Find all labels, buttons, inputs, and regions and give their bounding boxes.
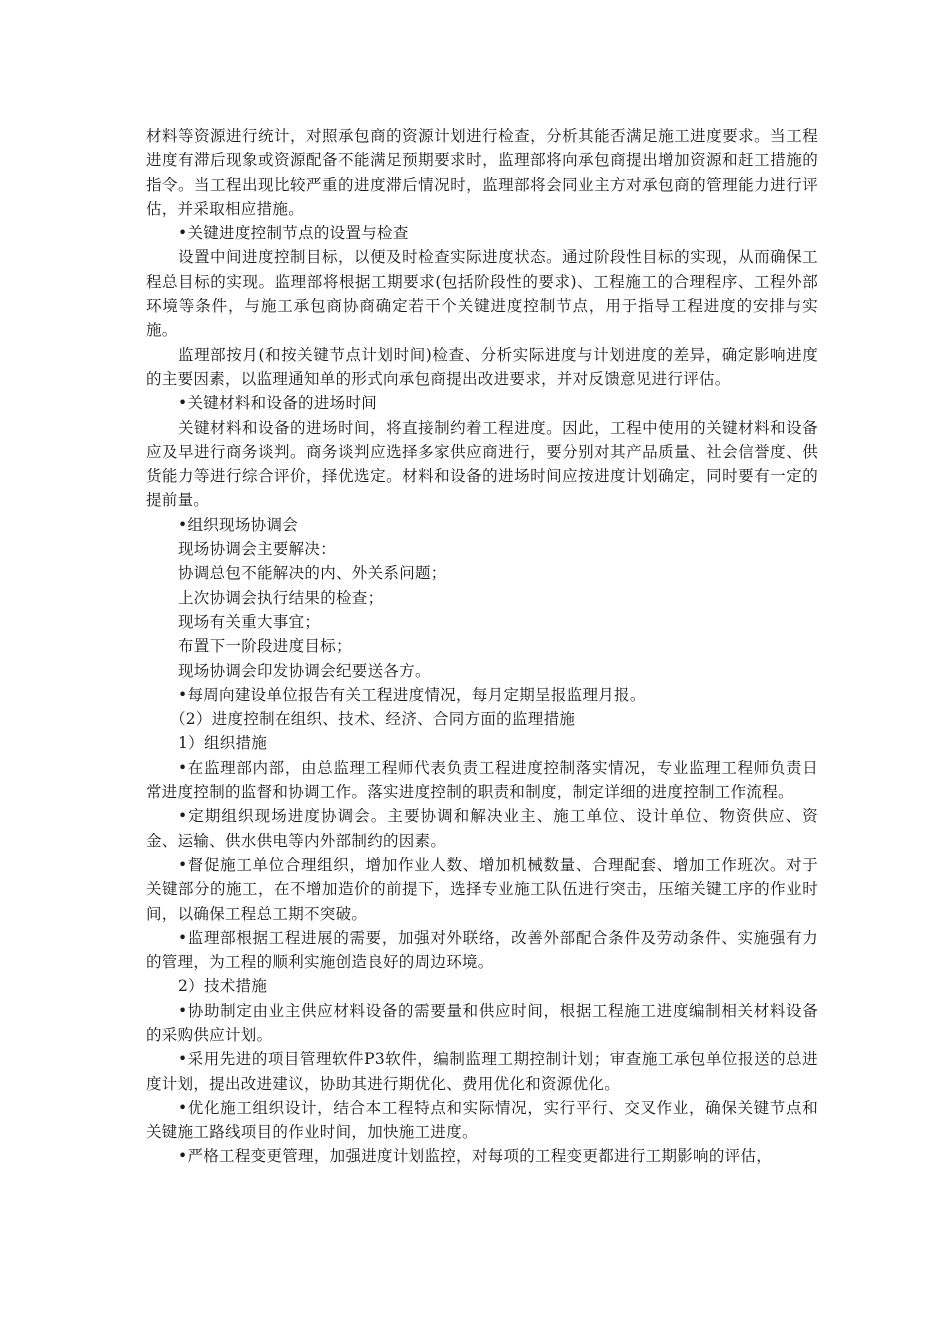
bullet-paragraph: •监理部根据工程进展的需要，加强对外联络，改善外部配合条件及劳动条件、实施强有力的管理，为工程的顺利实施创造良好的周边环境。 xyxy=(146,928,818,972)
bullet-paragraph: •优化施工组织设计，结合本工程特点和实际情况，实行平行、交叉作业，确保关键节点和关键施工路线项目的作业时间，加快施工进度。 xyxy=(146,1098,818,1142)
subsection-heading: 1）组织措施 xyxy=(178,734,268,753)
list-item: 上次协调会执行结果的检查； xyxy=(178,588,384,607)
bullet-heading: •组织现场协调会 xyxy=(178,515,299,534)
list-item: 现场协调会印发协调会纪要送各方。 xyxy=(178,661,431,680)
bullet-paragraph: •每周向建设单位报告有关工程进度情况，每月定期呈报监理月报。 xyxy=(178,685,646,704)
bullet-paragraph: •严格工程变更管理，加强进度计划监控，对每项的工程变更都进行工期影响的评估， xyxy=(178,1147,773,1166)
paragraph: 监理部按月(和按关键节点计划时间)检查、分析实际进度与计划进度的差异，确定影响进度的主要因素，以监理通知单的形式向承包商提出改进要求，并对反馈意见进行评估。 xyxy=(146,345,818,388)
bullet-paragraph: •协助制定由业主供应材料设备的需要量和供应时间，根据工程施工进度编制相关材料设备的采购供应计划。 xyxy=(146,1001,818,1044)
list-intro: 现场协调会主要解决： xyxy=(178,540,337,559)
bullet-paragraph: •督促施工单位合理组织，增加作业人数、增加机械数量、合理配套、增加工作班次。对于关键部分的施工，在不增加造价的前提下，选择专业施工队伍进行突击，压缩关键工序的作业时间，以确保工程总工期不突破。 xyxy=(146,855,818,923)
bullet-heading: •关键进度控制节点的设置与检查 xyxy=(178,224,409,243)
list-item: 布置下一阶段进度目标； xyxy=(178,637,352,656)
bullet-paragraph: •采用先进的项目管理软件P3软件，编制监理工期控制计划；审查施工承包单位报送的总进度计划，提出改进建议，协助其进行期优化、费用优化和资源优化。 xyxy=(146,1050,818,1093)
subsection-heading: 2）技术措施 xyxy=(178,977,268,996)
document-body xyxy=(146,124,818,1169)
bullet-paragraph: •定期组织现场进度协调会。主要协调和解决业主、施工单位、设计单位、物资供应、资金、运输、供水供电等内外部制约的因素。 xyxy=(146,807,818,850)
paragraph: 材料等资源进行统计，对照承包商的资源计划进行检查，分析其能否满足施工进度要求。当工程进度有滞后现象或资源配备不能满足预期要求时，监理部将向承包商提出增加资源和赶工措施的指令。当工程出现比较严重的进度滞后情况时，监理部将会同业主方对承包商的管理能力进行评估，并采取相应措施。 xyxy=(146,127,818,218)
section-heading: （2）进度控制在组织、技术、经济、合同方面的监理措施 xyxy=(170,710,576,729)
paragraph: 关键材料和设备的进场时间，将直接制约着工程进度。因此，工程中使用的关键材料和设备应及早进行商务谈判。商务谈判应选择多家供应商进行，要分别对其产品质量、社会信誉度、供货能力等进行综合评价，择优选定。材料和设备的进场时间应按进度计划确定，同时要有一定的提前量。 xyxy=(146,418,818,510)
bullet-paragraph: •在监理部内部，由总监理工程师代表负责工程进度控制落实情况，专业监理工程师负责日常进度控制的监督和协调工作。落实进度控制的职责和制度，制定详细的进度控制工作流程。 xyxy=(146,758,818,802)
bullet-heading: •关键材料和设备的进场时间 xyxy=(178,394,378,413)
list-item: 现场有关重大事宜； xyxy=(178,612,321,631)
list-item: 协调总包不能解决的内、外关系问题； xyxy=(178,564,447,583)
paragraph: 设置中间进度控制目标，以便及时检查实际进度状态。通过阶段性目标的实现，从而确保工程总目标的实现。监理部将根据工期要求(包括阶段性的要求)、工程施工的合理程序、工程外部环境等条件，与施工承包商协商确定若干个关键进度控制节点，用于指导工程进度的安排与实施。 xyxy=(146,248,818,340)
